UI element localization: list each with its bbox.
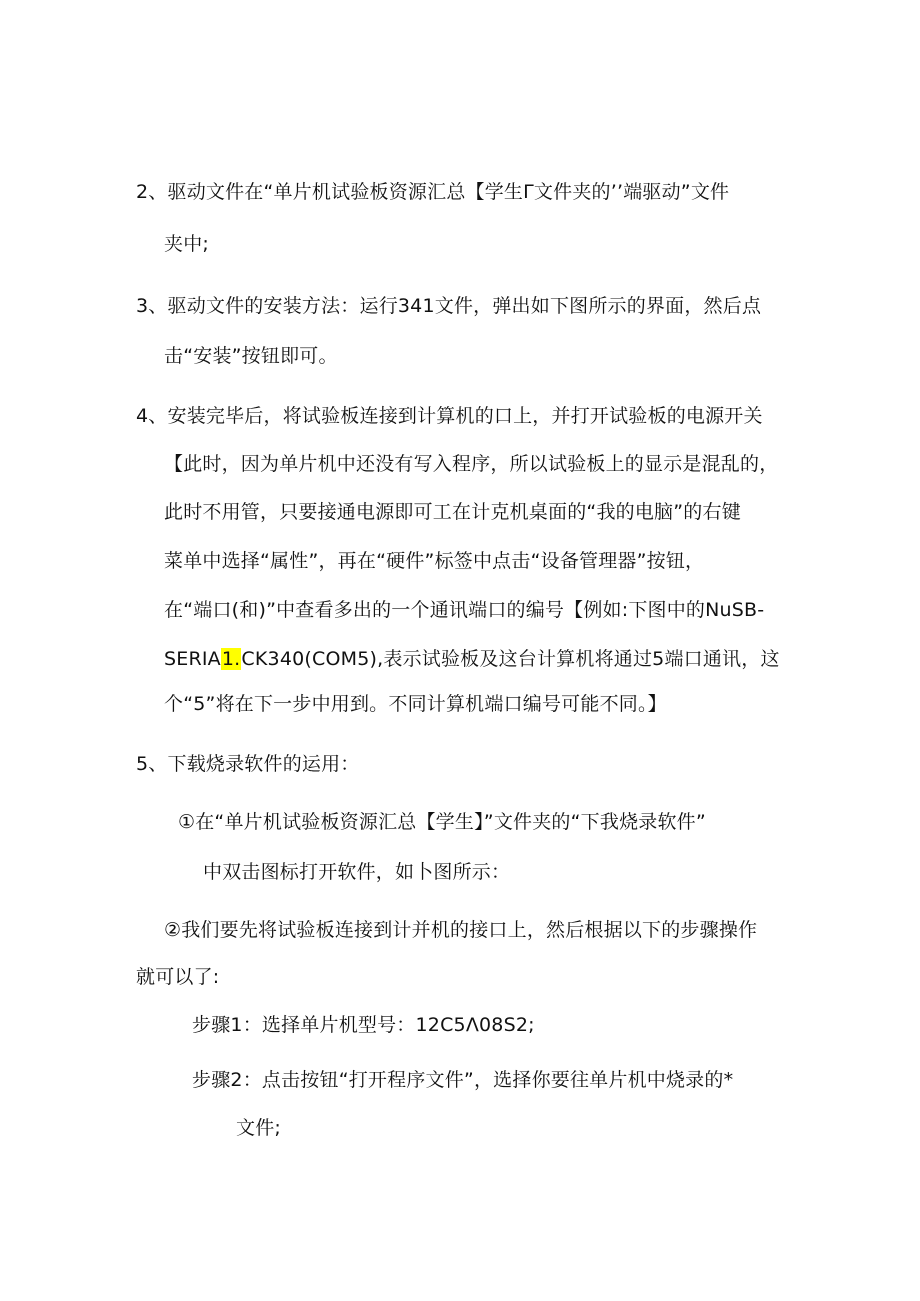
step2-line2: 文件; (236, 1117, 282, 1139)
sub1-line1: ①在“单片机试验板资源汇总【学生】”文件夹的“下我烧录软件” (178, 811, 706, 833)
sub2-line1: ②我们要先将试验板连接到计并机的接口上，然后根据以下的步骤操作 (164, 919, 758, 941)
item4-line6 (164, 647, 780, 671)
item3-line2: 击“安装”按钮即可。 (164, 345, 338, 367)
sub1-line2: 中双击图标打开软件，如卜图所示： (203, 861, 511, 883)
item4-line3: 此时不用管，只要接通电源即可工在计克机桌面的“我的电脑”的右键 (164, 501, 741, 523)
item2-line2: 夹中; (164, 233, 210, 255)
sub2-line2: 就可以了: (136, 966, 220, 988)
item4-line7: 个“5”将在下一步中用到。不同计算机端口编号可能不同。】 (164, 693, 667, 715)
item4-line1: 4、安装完毕后，将试验板连接到计算机的口上，并打开试验板的电源开关 (136, 405, 763, 427)
item5-line1: 5、下载烧录软件的运用： (136, 753, 360, 775)
item4-line5: 在“端口(和)”中查看多出的一个通讯端口的编号【例如:下图中的NuSB- (164, 599, 765, 621)
item4-line6-pre: SERIA (164, 648, 221, 670)
item4-line4: 菜单中选择“属性”，再在“硬件”标签中点击“设备管理器”按钮， (164, 550, 705, 572)
step2-line1: 步骤2：点击按钮“打开程序文件”，选择你要往单片机中烧录的* (192, 1069, 734, 1091)
item3-line1: 3、驱动文件的安装方法：运行341文件，弹出如下图所示的界面，然后点 (136, 295, 762, 317)
item2-line1: 2、驱动文件在“单片机试验板资源汇总【学生Γ文件夹的’’端驱动”文件 (136, 181, 730, 203)
item4-line2: 【此时，因为单片机中还没有写入程序，所以试验板上的显示是混乱的， (164, 453, 779, 475)
step1-line1: 步骤1：选择单片机型号：12C5Λ08S2; (192, 1014, 535, 1036)
highlighted-text: 1. (221, 648, 241, 670)
item4-line6-post: CK340(COM5),表示试验板及这台计算机将通过5端口通讯，这 (241, 648, 780, 670)
